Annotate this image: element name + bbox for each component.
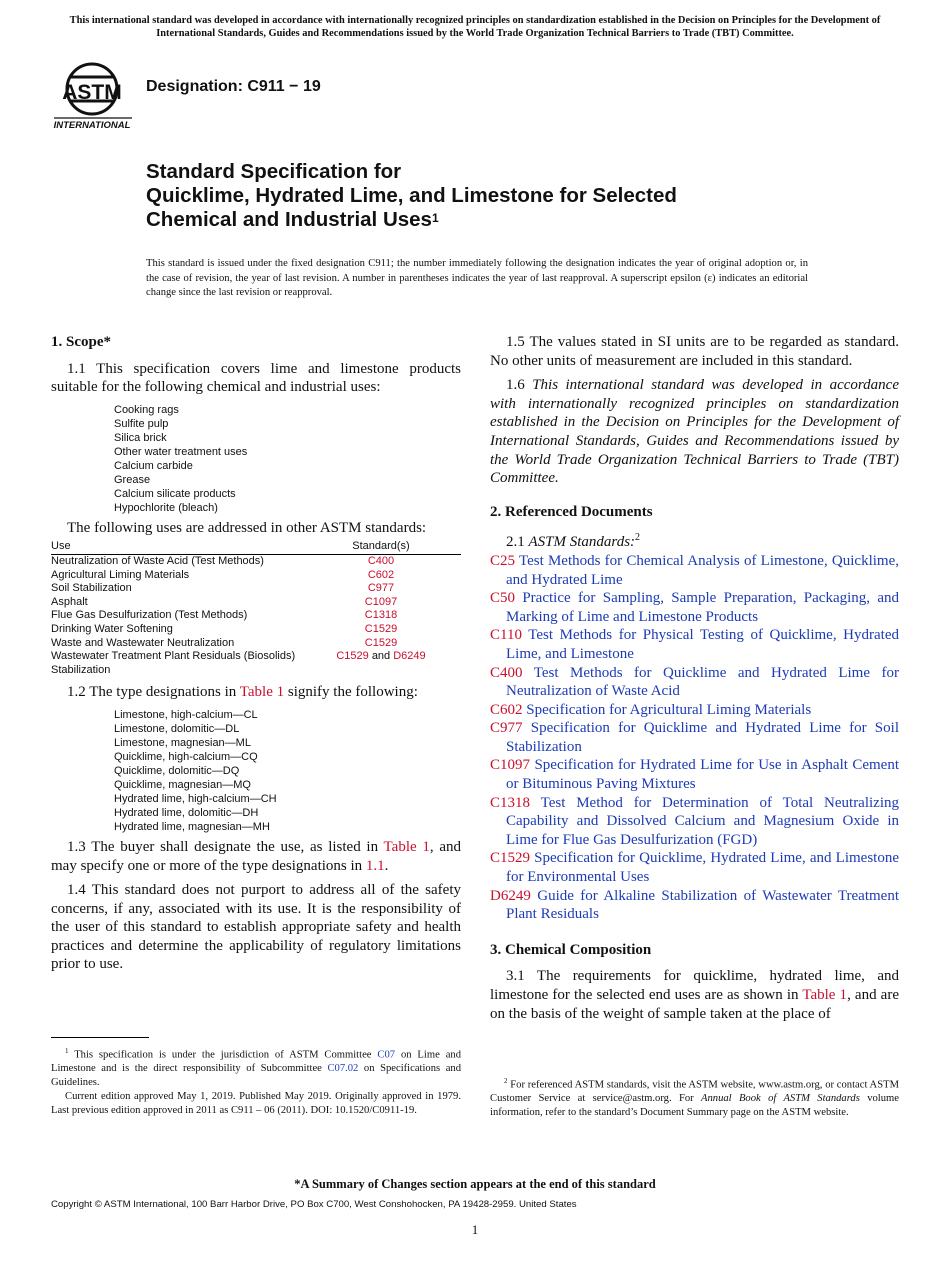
table-cell-standard: [301, 623, 461, 637]
tbt-notice: This international standard was developed in accordance with internationally recognized principles on standardization established in the Decision on Principles for the Development of International Standards, Guides and Recommendations issued by the World Trade Organization Technical Barriers to Trade (TBT) Committee.: [69, 15, 881, 39]
table-1-link[interactable]: Table 1: [802, 987, 848, 1003]
designation: Designation: C911 − 19: [146, 78, 321, 95]
table-cell-use: Drinking Water Softening: [51, 622, 173, 635]
col-header-standard: Standard(s): [301, 540, 461, 554]
reference-code-link[interactable]: C400: [490, 664, 523, 681]
uses-list: [114, 403, 461, 515]
reference-title-link[interactable]: Specification for Agricultural Liming Materials: [526, 701, 812, 718]
standard-link[interactable]: C1529: [364, 622, 398, 635]
committee-c07-link[interactable]: C07: [377, 1049, 396, 1061]
table-row: [51, 554, 461, 568]
type-designation-item: Limestone, magnesian—ML: [114, 736, 251, 749]
type-designation-item: Hydrated lime, magnesian—MH: [114, 820, 270, 833]
reference-item[interactable]: [490, 756, 899, 793]
uses-list-item: Silica brick: [114, 431, 167, 444]
type-designation-item: Quicklime, dolomitic—DQ: [114, 764, 240, 777]
uses-list-item: Cooking rags: [114, 403, 179, 416]
table-1-link[interactable]: Table 1: [383, 838, 430, 855]
reference-title-link[interactable]: Test Methods for Quicklime and Hydrated Lime for Neutralization of Waste Acid: [506, 664, 900, 700]
referenced-standards-list: [490, 552, 899, 924]
and-word: and: [371, 650, 391, 663]
reference-item[interactable]: [490, 589, 899, 626]
para-1-1b: The following uses are addressed in other ASTM standards:: [67, 519, 427, 536]
table-row: [51, 569, 461, 583]
reference-title-link[interactable]: Specification for Quicklime and Hydrated Lime for Soil Stabilization: [506, 720, 899, 755]
issuance-statement: This standard is issued under the fixed designation C911; the number immediately following the designation indicates the year of original adoption or, in the case of revision, the year of last revision. A number in parentheses indicates the year of last reapproval. A superscript epsilon (ε) indicates an editorial change since the last revision or reapproval.: [146, 258, 808, 298]
table-cell-standard: [301, 596, 461, 610]
table-cell-use: Agricultural Liming Materials: [51, 568, 190, 581]
table-cell-standard: [301, 650, 461, 677]
reference-code-link[interactable]: C1097: [490, 757, 531, 774]
reference-title-link[interactable]: Test Method for Determination of Total Neutralizing Capability and Dissolved Calcium and Magnesium Oxide in Lime for Flue Gas Desulfurization (FGD): [506, 794, 900, 848]
table-cell-use: Asphalt: [51, 595, 88, 608]
type-designations-list: [114, 708, 461, 834]
left-column: [51, 333, 461, 974]
table-cell-use: Waste and Wastewater Neutralization: [51, 636, 235, 649]
uses-list-item: Hypochlorite (bleach): [114, 501, 218, 514]
section-1-1-link[interactable]: 1.1: [365, 857, 385, 874]
table-row: [51, 637, 461, 651]
table-row: [51, 650, 461, 677]
table-cell-use: Wastewater Treatment Plant Residuals (Biosolids) Stabilization: [51, 650, 296, 676]
copyright: Copyright © ASTM International, 100 Barr Harbor Drive, PO Box C700, West Conshohocken, PA 19428-2959. United States: [51, 1199, 577, 1210]
reference-item[interactable]: [490, 701, 899, 720]
col-header-use: Use: [51, 540, 301, 554]
table-cell-standard: [301, 637, 461, 651]
type-designation-item: Quicklime, high-calcium—CQ: [114, 750, 258, 763]
type-designation-item: Limestone, high-calcium—CL: [114, 708, 258, 721]
standard-link[interactable]: C1318: [364, 609, 398, 622]
reference-item[interactable]: [490, 887, 899, 924]
section-2-heading: 2. Referenced Documents: [490, 503, 653, 520]
uses-list-item: Other water treatment uses: [114, 445, 248, 458]
title-line-2: Quicklime, Hydrated Lime, and Limestone for Selected: [146, 184, 677, 207]
astm-logo: [52, 56, 136, 132]
reference-code-link[interactable]: C1529: [490, 850, 531, 867]
reference-item[interactable]: [490, 719, 899, 756]
summary-of-changes-note: *A Summary of Changes section appears at the end of this standard: [294, 1177, 656, 1191]
type-designation-item: Hydrated lime, dolomitic—DH: [114, 806, 259, 819]
standard-link[interactable]: C400: [367, 554, 395, 567]
standard-link[interactable]: C1529: [336, 650, 369, 663]
page-number: 1: [471, 1222, 479, 1237]
footnote-1: $^1$ This specification is under the jurisdiction of ASTM Committee C07 on Lime and Limestone and is the direct responsibility of Subcommittee C07.02 on Specifications and Guidelines. Current edition approved May 1, 2019. Published May 2019. Originally approved in 1979. Last previous edition approved in 2011 as C911 – 06 (2011). DOI: 10.1520/C0911-19.: [51, 1047, 461, 1116]
footnote-1-edition: Current edition approved May 1, 2019. Published May 2019. Originally approved in 1979. Last previous edition approved in 2011 as C911 – 06 (2011). DOI: 10.1520/C0911-19.: [51, 1090, 461, 1116]
reference-title-link[interactable]: Specification for Hydrated Lime for Use in Asphalt Cement or Bituminous Paving Mixtures: [506, 757, 899, 793]
logo-subtext: INTERNATIONAL: [53, 120, 131, 131]
reference-code-link[interactable]: C50: [490, 590, 516, 607]
section-1-heading: 1. Scope*: [51, 334, 111, 350]
reference-title-link[interactable]: Specification for Quicklime, Hydrated Lime, and Limestone for Environmental Uses: [506, 850, 899, 886]
logo-text: ASTM: [62, 81, 122, 104]
para-1-6: 1.6 This international standard was developed in accordance with internationally recognized principles on standardization established in the Decision on Principles for the Development of International Standards, Guides and Recommendations issued by the World Trade Organization Technical Barriers to Trade (TBT) Committee.: [490, 377, 899, 487]
para-1-1: 1.1 This specification covers lime and limestone products suitable for the following chemical and industrial uses:: [51, 360, 461, 396]
reference-code-link[interactable]: C1318: [490, 794, 531, 811]
para-1-4: 1.4 This standard does not purport to address all of the safety concerns, if any, associated with its use. It is the responsibility of the user of this standard to establish appropriate safety and health practices and determine the applicability of regulatory limitations prior to use.: [51, 882, 461, 973]
title-footnote-mark: 1: [431, 211, 439, 225]
para-3-1: 3.1 The requirements for quicklime, hydrated lime, and limestone for the selected end uses are as shown in Table 1, and are on the basis of the weight of sample taken at the place of: [490, 968, 899, 1022]
table-1-link[interactable]: Table 1: [239, 684, 285, 701]
reference-item[interactable]: [490, 626, 899, 663]
uses-list-item: Grease: [114, 473, 151, 486]
reference-item[interactable]: [490, 552, 899, 589]
type-designation-item: Limestone, dolomitic—DL: [114, 722, 240, 735]
standard-link[interactable]: C602: [367, 568, 395, 581]
table-row: [51, 623, 461, 637]
type-designation-item: Quicklime, magnesian—MQ: [114, 778, 251, 791]
uses-list-item: Calcium silicate products: [114, 487, 236, 500]
reference-item[interactable]: [490, 849, 899, 886]
table-row: [51, 582, 461, 596]
uses-table: [51, 540, 461, 677]
table-cell-standard: [301, 582, 461, 596]
reference-code-link[interactable]: C110: [490, 627, 522, 644]
title-line-1: Standard Specification for: [146, 160, 402, 183]
table-cell-standard: [301, 569, 461, 583]
uses-list-item: Calcium carbide: [114, 459, 193, 472]
standard-link[interactable]: D6249: [393, 650, 426, 663]
section-3-heading: 3. Chemical Composition: [490, 941, 652, 958]
reference-code-link[interactable]: D6249: [490, 887, 531, 904]
para-2-1: 2.1 ASTM Standards:$^2$: [506, 532, 641, 551]
table-cell-use: Flue Gas Desulfurization (Test Methods): [51, 609, 248, 622]
standard-link[interactable]: C977: [367, 582, 395, 595]
table-cell-use: Soil Stabilization: [51, 582, 132, 595]
footnote-2: $^2$ For referenced ASTM standards, visit the ASTM website, www.astm.org, or contact ASTM Customer Service at service@astm.org. For Annual Book of ASTM Standards volume information, refer to the standard’s Document Summary page on the ASTM website.: [490, 1077, 899, 1119]
document-title: [146, 160, 846, 232]
table-cell-standard: [301, 609, 461, 623]
para-1-3: 1.3 The buyer shall designate the use, as listed in Table 1, and may specify one or more of the type designations in 1.1.: [51, 838, 461, 874]
type-designation-item: Hydrated lime, high-calcium—CH: [114, 792, 277, 805]
table-cell-use: Neutralization of Waste Acid (Test Methods): [51, 554, 264, 567]
para-1-5: 1.5 The values stated in SI units are to be regarded as standard. No other units of measurement are included in this standard.: [490, 334, 899, 369]
reference-code-link[interactable]: C25: [490, 552, 516, 569]
standard-link[interactable]: C1529: [364, 636, 398, 649]
footnote-rule: [51, 1037, 149, 1038]
table-cell-standard: [301, 554, 461, 568]
reference-title-link[interactable]: Test Methods for Chemical Analysis of Limestone, Quicklime, and Hydrated Lime: [506, 552, 899, 588]
right-column: [490, 333, 899, 1023]
table-row: [51, 596, 461, 610]
reference-code-link[interactable]: C602: [490, 701, 523, 718]
reference-title-link[interactable]: Practice for Sampling, Sample Preparation, Packaging, and Marking of Lime and Limestone Products: [506, 590, 899, 625]
reference-item[interactable]: [490, 794, 899, 850]
standard-link[interactable]: C1097: [364, 595, 398, 608]
subcommittee-c07-02-link[interactable]: C07.02: [327, 1063, 359, 1075]
uses-list-item: Sulfite pulp: [114, 417, 169, 430]
table-row: [51, 609, 461, 623]
reference-title-link[interactable]: Test Methods for Physical Testing of Quicklime, Hydrated Lime, and Limestone: [506, 627, 899, 662]
reference-item[interactable]: [490, 664, 899, 701]
title-line-3: Chemical and Industrial Uses: [146, 208, 432, 231]
reference-code-link[interactable]: C977: [490, 720, 523, 737]
para-1-2: 1.2 The type designations in Table 1 signify the following:: [67, 684, 418, 701]
reference-title-link[interactable]: Guide for Alkaline Stabilization of Wastewater Treatment Plant Residuals: [506, 887, 900, 923]
